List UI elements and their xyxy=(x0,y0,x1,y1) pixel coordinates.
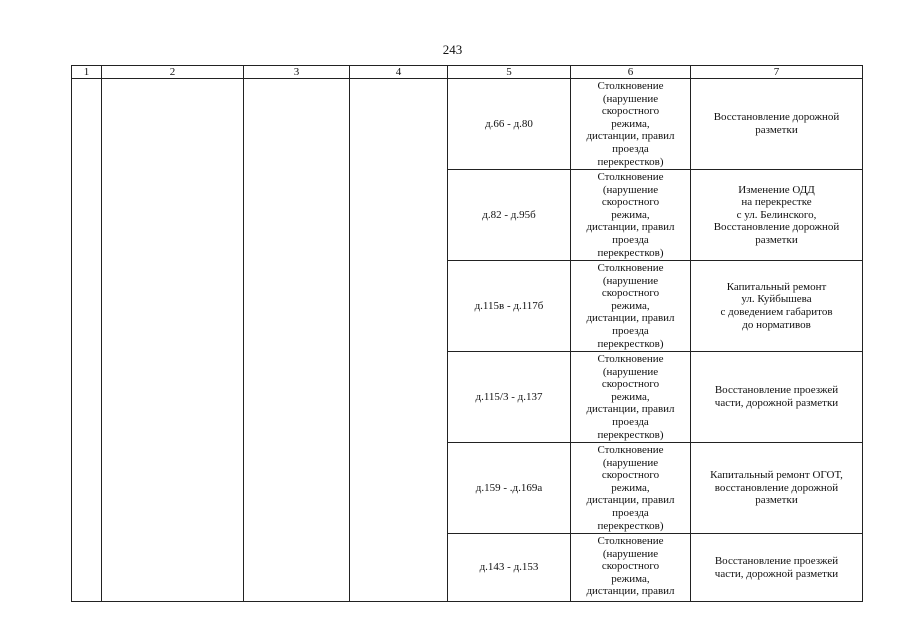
address-cell: д.143 - д.153 xyxy=(448,534,571,602)
data-table xyxy=(71,65,863,602)
cause-line: дистанции, правил xyxy=(586,221,675,234)
cause-line: режима, xyxy=(611,208,650,221)
measures-cell xyxy=(691,534,863,602)
measures-line: разметки xyxy=(755,233,798,246)
cause-line: Столкновение xyxy=(597,80,664,92)
measures-line: на перекрестке xyxy=(741,196,812,209)
table-row xyxy=(72,79,863,170)
empty-merged-cell xyxy=(72,79,102,602)
cause-line: (нарушение xyxy=(602,183,659,196)
measures-line: Капитальный ремонт ОГОТ, xyxy=(710,469,843,482)
cause-line: (нарушение xyxy=(602,547,659,560)
cause-line: дистанции, правил xyxy=(586,312,675,325)
cause-cell xyxy=(571,261,691,352)
cause-line: режима, xyxy=(611,572,650,585)
address-cell: д.159 - .д.169а xyxy=(448,443,571,534)
cause-line: режима, xyxy=(611,481,650,494)
column-header: 4 xyxy=(350,66,448,79)
cause-cell xyxy=(571,352,691,443)
address-cell: д.115/3 - д.137 xyxy=(448,352,571,443)
cause-line: (нарушение xyxy=(602,92,659,105)
measures-line: с ул. Белинского, xyxy=(736,208,817,221)
cause-line: Столкновение xyxy=(597,535,664,547)
cause-line: скоростного xyxy=(601,105,660,118)
cause-line: Столкновение xyxy=(597,353,664,365)
address-cell: д.82 - д.95б xyxy=(448,170,571,261)
column-header: 5 xyxy=(448,66,571,79)
cause-line: скоростного xyxy=(601,378,660,391)
measures-line: разметки xyxy=(755,124,798,136)
cause-line: скоростного xyxy=(601,560,660,573)
address-cell: д.66 - д.80 xyxy=(448,79,571,170)
column-header: 1 xyxy=(72,66,102,79)
measures-cell xyxy=(691,170,863,261)
cause-line: скоростного xyxy=(601,469,660,482)
cause-line: дистанции, правил xyxy=(586,494,675,507)
cause-line: перекрестков) xyxy=(597,246,664,259)
cause-line: дистанции, правил xyxy=(586,585,675,598)
cause-cell xyxy=(571,534,691,602)
cause-cell xyxy=(571,170,691,261)
measures-line: Изменение ОДД xyxy=(738,183,815,196)
measures-line: Восстановление проезжей xyxy=(714,384,839,397)
cause-line: проезда xyxy=(612,233,649,246)
measures-line: части, дорожной разметки xyxy=(714,567,839,580)
cause-line: дистанции, правил xyxy=(586,130,675,143)
cause-line: проезда xyxy=(612,506,649,519)
cause-line: перекрестков) xyxy=(597,428,664,441)
measures-cell xyxy=(691,261,863,352)
cause-line: Столкновение xyxy=(597,171,664,183)
cause-line: перекрестков) xyxy=(597,155,664,168)
cause-cell xyxy=(571,443,691,534)
measures-line: ул. Куйбышева xyxy=(741,293,812,306)
measures-line: Восстановление дорожной xyxy=(713,111,840,124)
measures-cell xyxy=(691,443,863,534)
cause-line: проезда xyxy=(612,415,649,428)
cause-line: (нарушение xyxy=(602,274,659,287)
cause-cell xyxy=(571,79,691,170)
cause-line: режима, xyxy=(611,117,650,130)
measures-line: до нормативов xyxy=(742,318,811,331)
cause-line: перекрестков) xyxy=(597,519,664,532)
measures-line: Капитальный ремонт xyxy=(726,280,827,293)
measures-line: разметки xyxy=(755,494,798,507)
cause-line: режима, xyxy=(611,390,650,403)
empty-merged-cell xyxy=(350,79,448,602)
measures-line: Восстановление проезжей xyxy=(714,554,839,567)
measures-line: части, дорожной разметки xyxy=(714,397,839,409)
measures-cell xyxy=(691,79,863,170)
column-header: 2 xyxy=(102,66,244,79)
cause-line: проезда xyxy=(612,324,649,337)
cause-line: проезда xyxy=(612,142,649,155)
measures-line: Восстановление дорожной xyxy=(713,221,840,234)
cause-line: скоростного xyxy=(601,287,660,300)
measures-line: с доведением габаритов xyxy=(720,306,833,318)
cause-line: Столкновение xyxy=(597,444,664,456)
cause-line: Столкновение xyxy=(597,262,664,274)
cause-line: перекрестков) xyxy=(597,337,664,350)
cause-line: (нарушение xyxy=(602,456,659,469)
measures-cell xyxy=(691,352,863,443)
cause-line: скоростного xyxy=(601,196,660,209)
address-cell: д.115в - д.117б xyxy=(448,261,571,352)
column-header: 7 xyxy=(691,66,863,79)
column-header: 6 xyxy=(571,66,691,79)
cause-line: режима, xyxy=(611,299,650,312)
cause-line: (нарушение xyxy=(602,365,659,378)
cause-line: дистанции, правил xyxy=(586,403,675,416)
empty-merged-cell xyxy=(244,79,350,602)
empty-merged-cell xyxy=(102,79,244,602)
page-number: 243 xyxy=(442,42,463,57)
column-header: 3 xyxy=(244,66,350,79)
measures-line: восстановление дорожной xyxy=(714,481,839,494)
column-number-row xyxy=(72,66,863,79)
